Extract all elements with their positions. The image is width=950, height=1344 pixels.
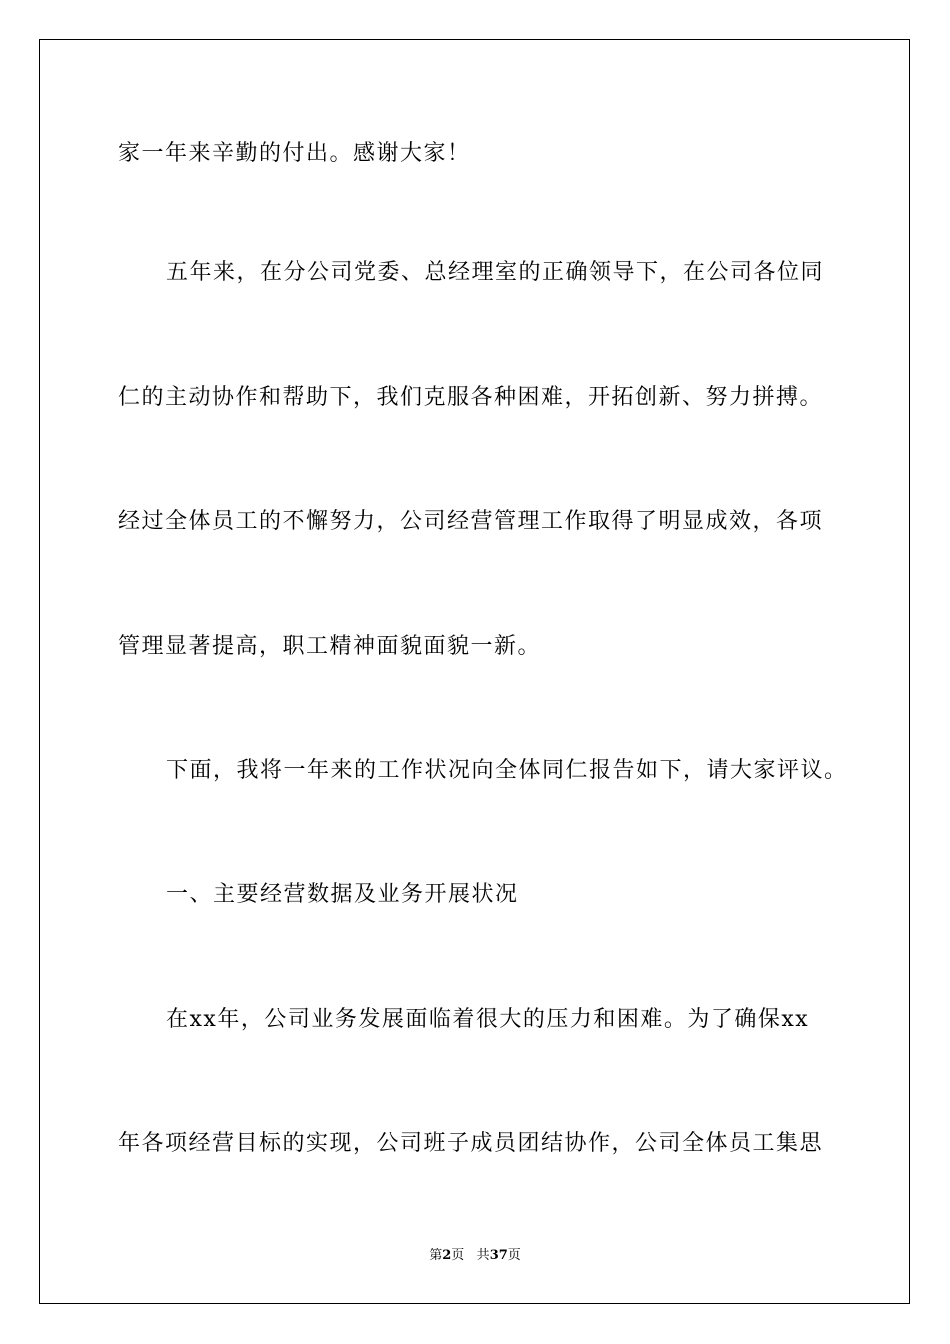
- page-footer: [0, 1248, 950, 1264]
- text-line-8: 在xx年，公司业务发展面临着很大的压力和困难。为了确保xx: [166, 1007, 810, 1032]
- text-line-2: 五年来，在分公司党委、总经理室的正确领导下，在公司各位同: [166, 260, 825, 285]
- footer-total-prefix: 共: [476, 1248, 490, 1263]
- footer-total-pages: 37: [489, 1248, 508, 1263]
- footer-page-prefix: 第: [429, 1248, 443, 1263]
- text-line-6: 下面，我将一年来的工作状况向全体同仁报告如下，请大家评议。: [166, 758, 848, 783]
- section-heading: 一、主要经营数据及业务开展状况: [166, 882, 519, 907]
- text-line-9: 年各项经营目标的实现，公司班子成员团结协作，公司全体员工集思: [118, 1131, 824, 1156]
- text-line-5: 管理显著提高，职工精神面貌面貌一新。: [118, 634, 542, 659]
- text-line-1: 家一年来辛勤的付出。感谢大家！: [118, 141, 471, 166]
- footer-total-suffix: 页: [507, 1248, 521, 1263]
- page-border: [39, 39, 910, 1304]
- text-line-3: 仁的主动协作和帮助下，我们克服各种困难，开拓创新、努力拼搏。: [118, 385, 824, 410]
- footer-page-suffix: 页: [451, 1248, 465, 1263]
- footer-page-number: 2: [442, 1248, 452, 1263]
- text-line-4: 经过全体员工的不懈努力，公司经营管理工作取得了明显成效，各项: [118, 509, 824, 534]
